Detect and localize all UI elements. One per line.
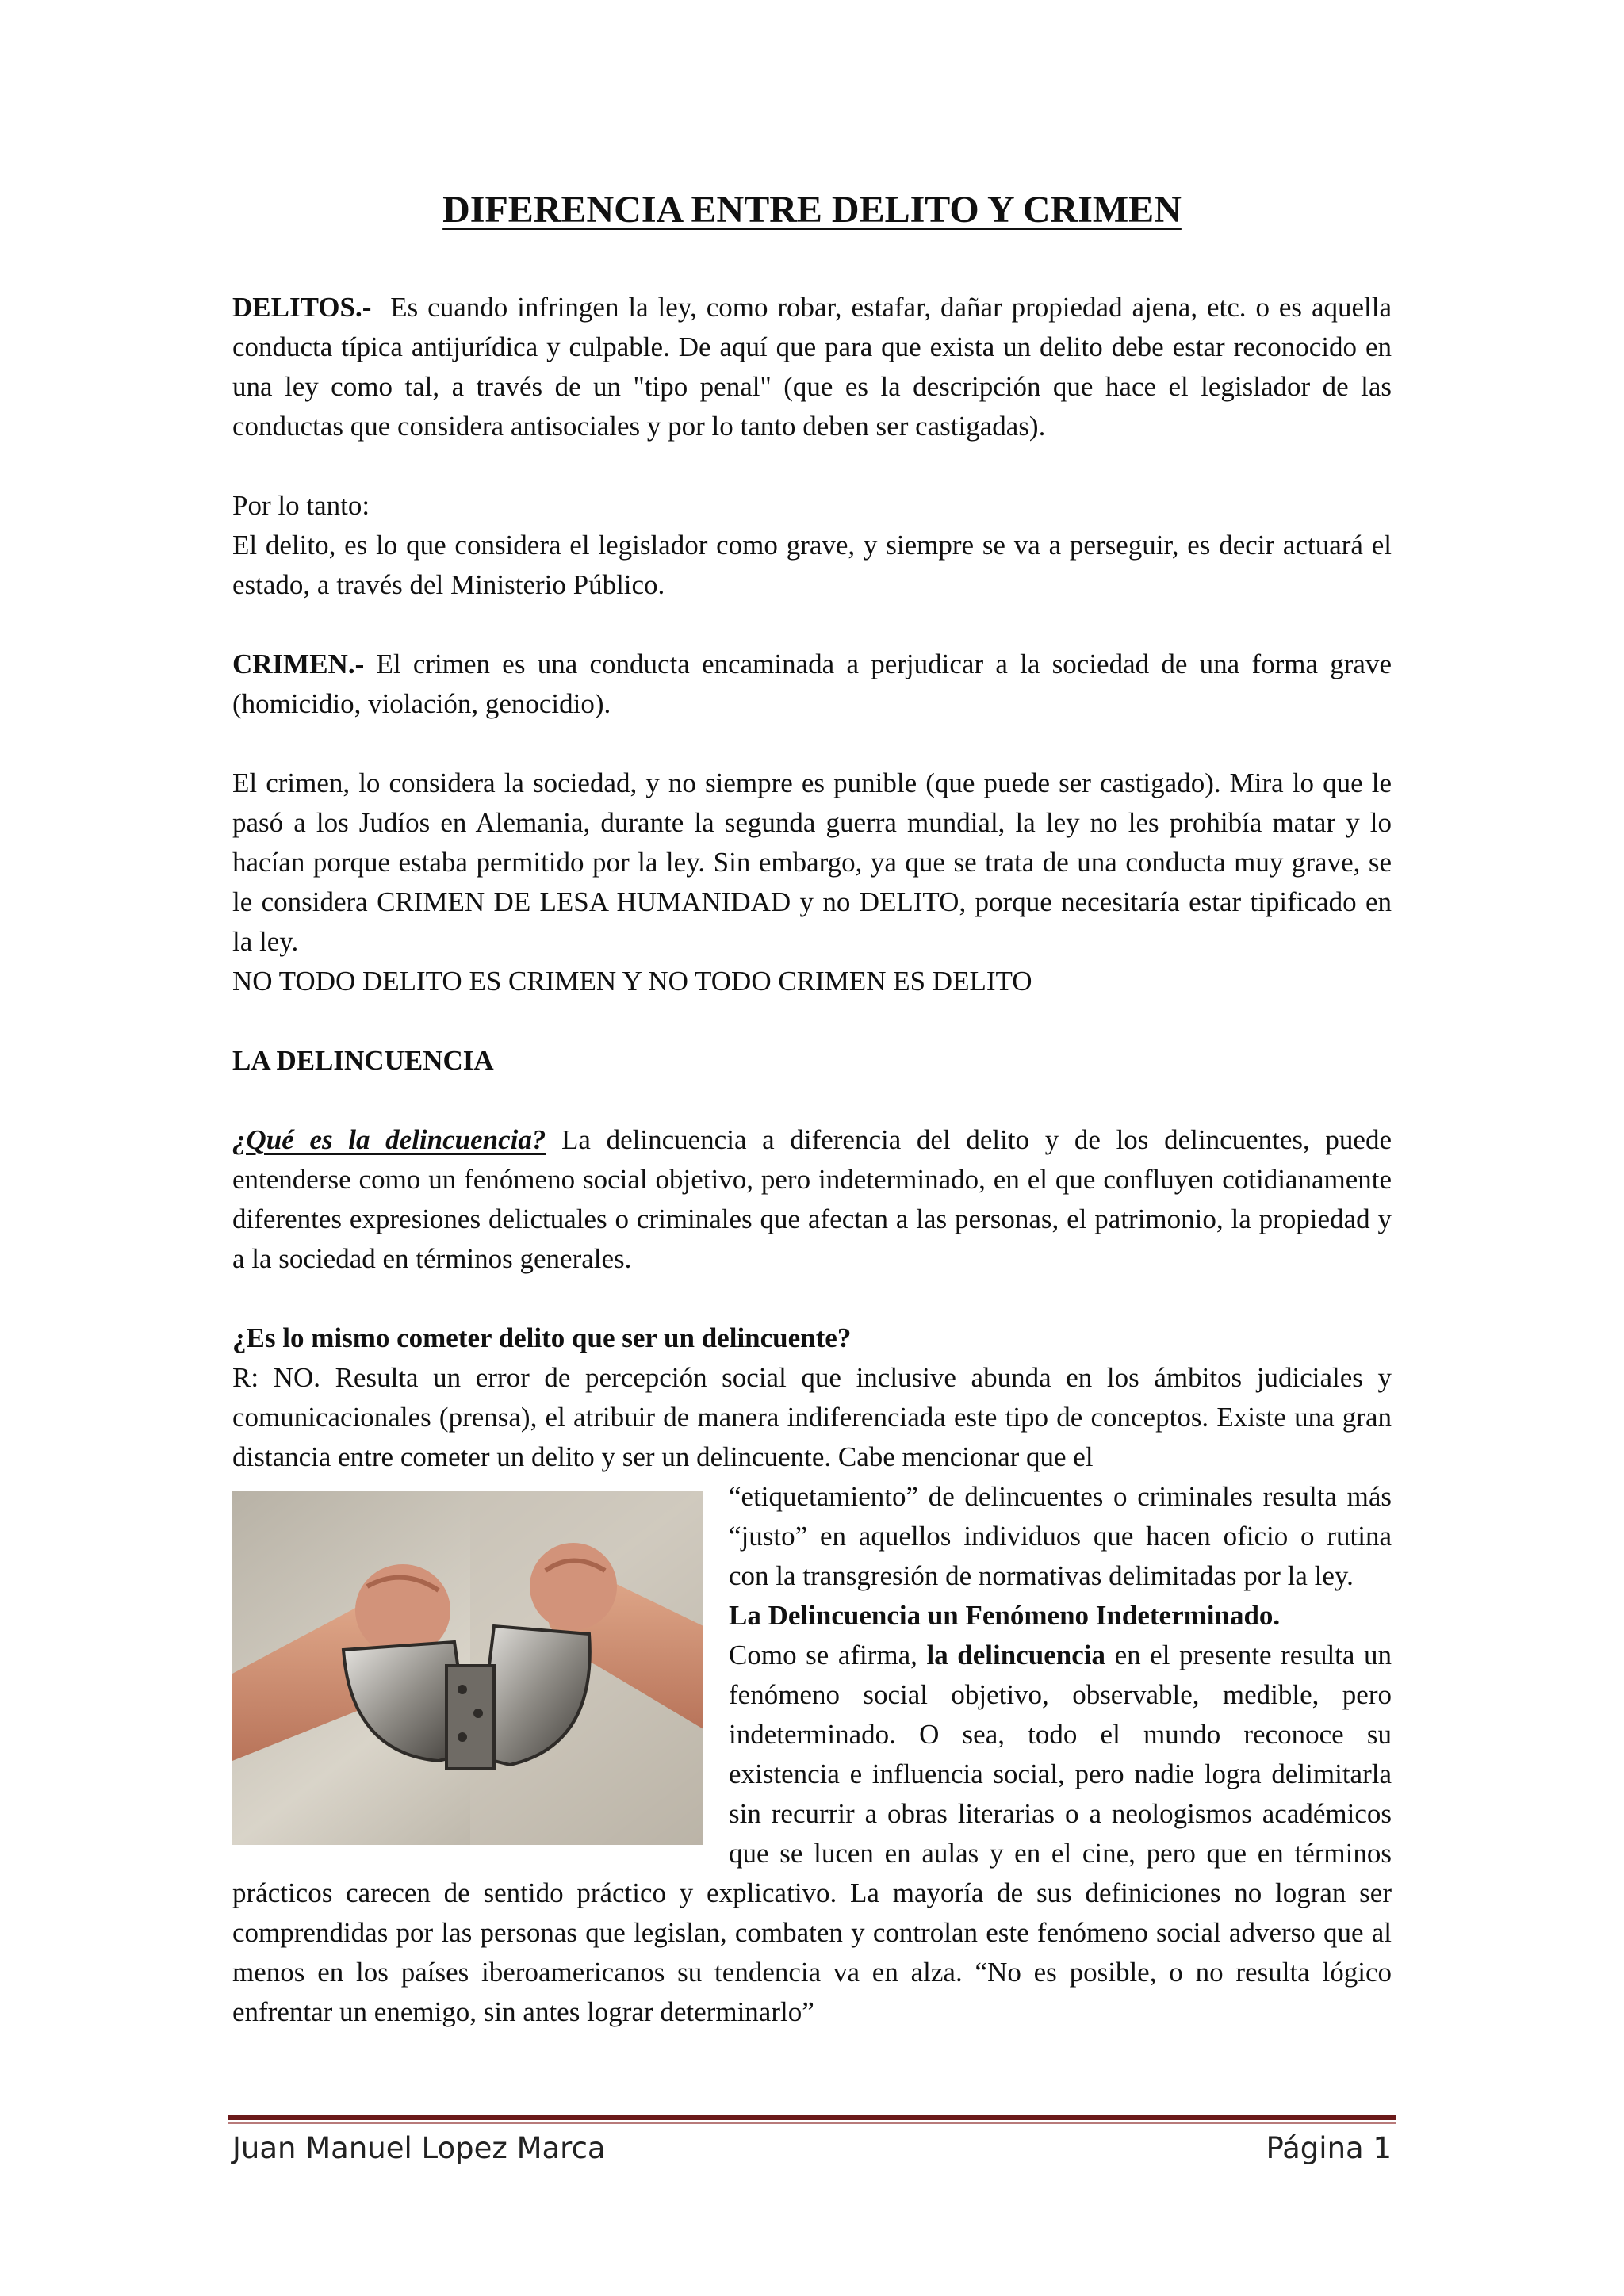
- footer-rule-dark: [228, 2115, 1396, 2120]
- footer-page-number: Página 1: [1266, 2131, 1392, 2165]
- fenomeno-heading: La Delincuencia un Fenómeno Indeterminado.: [729, 1600, 1281, 1631]
- page-footer: [232, 2131, 1392, 2165]
- delitos-paragraph: [232, 288, 1392, 446]
- fenomeno-lead: Como se afirma,: [729, 1640, 917, 1670]
- es-lo-mismo-block: [232, 1358, 1392, 2032]
- footer-rule: [228, 2115, 1396, 2124]
- delitos-text: Es cuando infringen la ley, como robar, estafar, dañar propiedad ajena, etc. o es aquella conducta típica antijurídica y culpable. De aquí que para que exista un delito debe estar reconocido en una ley como tal, a través de un "tipo penal" (que es la descripción que hace el legislador de las conductas que considera antisociales y por lo tanto deben ser castigadas).: [232, 292, 1392, 442]
- crimen-sociedad-paragraph: El crimen, lo considera la sociedad, y no siempre es punible (que puede ser castigado). Mira lo que le pasó a los Judíos en Alemania, durante la segunda guerra mundial, la ley no les prohibía matar y lo hacían porque estaba permitido por la ley. Sin embargo, ya que se trata de una conducta muy grave, se le considera CRIMEN DE LESA HUMANIDAD y no DELITO, porque necesitaría estar tipificado en la ley.: [232, 767, 1392, 957]
- que-es-text: La delincuencia a diferencia del delito y de los delincuentes, puede entenderse como un fenómeno social objetivo, pero indeterminado, en el que confluyen cotidianamente diferentes expresiones delictuales o criminales que afectan a las personas, el patrimonio, la propiedad y a la sociedad en términos generales.: [232, 1124, 1392, 1274]
- delitos-label: DELITOS.-: [232, 292, 372, 323]
- crimen-paragraph: [232, 645, 1392, 724]
- page-content: [232, 186, 1392, 2032]
- footer-rule-light: [228, 2122, 1396, 2124]
- que-es-question: ¿Qué es la delincuencia?: [232, 1124, 546, 1155]
- handcuffs-image: [232, 1491, 703, 1845]
- handcuffs-photo-icon: [232, 1491, 703, 1845]
- por-lo-tanto: Por lo tanto:: [232, 490, 370, 521]
- crimen-text: El crimen es una conducta encaminada a perjudicar a la sociedad de una forma grave (homicidio, violación, genocidio).: [232, 649, 1392, 719]
- delito-estado-paragraph: El delito, es lo que considera el legislador como grave, y siempre se va a perseguir, es decir actuará el estado, a través del Ministerio Público.: [232, 530, 1392, 600]
- delincuencia-heading: LA DELINCUENCIA: [232, 1045, 494, 1076]
- que-es-paragraph: [232, 1120, 1392, 1279]
- page-title: DIFERENCIA ENTRE DELITO Y CRIMEN: [442, 189, 1182, 231]
- es-lo-mismo-heading: ¿Es lo mismo cometer delito que ser un delincuente?: [232, 1322, 852, 1353]
- conclusion-line: NO TODO DELITO ES CRIMEN Y NO TODO CRIMEN ES DELITO: [232, 966, 1032, 997]
- es-lo-mismo-text-end: “etiquetamiento” de delincuentes o criminales resulta más “justo” en aquellos individuos que hacen oficio o rutina con la transgresión de normativas delimitadas por la ley.: [729, 1481, 1392, 1591]
- fenomeno-text: en el presente resulta un fenómeno social objetivo, observable, medible, pero indeterminado. O sea, todo el mundo reconoce su existencia e influencia social, pero nadie logra delimitarla sin recurrir a obras literarias o a neologismos académicos que se lucen en aulas y en el cine, pero que en términos prácticos carecen de sentido práctico y explicativo. La mayoría de sus definiciones no logran ser comprendidas por las personas que legislan, combaten y controlan este fenómeno social adverso que al menos en los países iberoamericanos su tendencia va en alza. “No es posible, o no resulta lógico enfrentar un enemigo, sin antes lograr determinarlo”: [232, 1640, 1392, 2027]
- fenomeno-bold: la delincuencia: [926, 1640, 1105, 1670]
- footer-author: Juan Manuel Lopez Marca: [232, 2131, 606, 2165]
- crimen-label: CRIMEN.-: [232, 649, 365, 679]
- es-lo-mismo-text-start: R: NO. Resulta un error de percepción social que inclusive abunda en los ámbitos judiciales y comunicacionales (prensa), el atribuir de manera indiferenciada este tipo de conceptos. Existe una gran distancia entre cometer un delito y ser un delincuente. Cabe mencionar que el: [232, 1362, 1392, 1472]
